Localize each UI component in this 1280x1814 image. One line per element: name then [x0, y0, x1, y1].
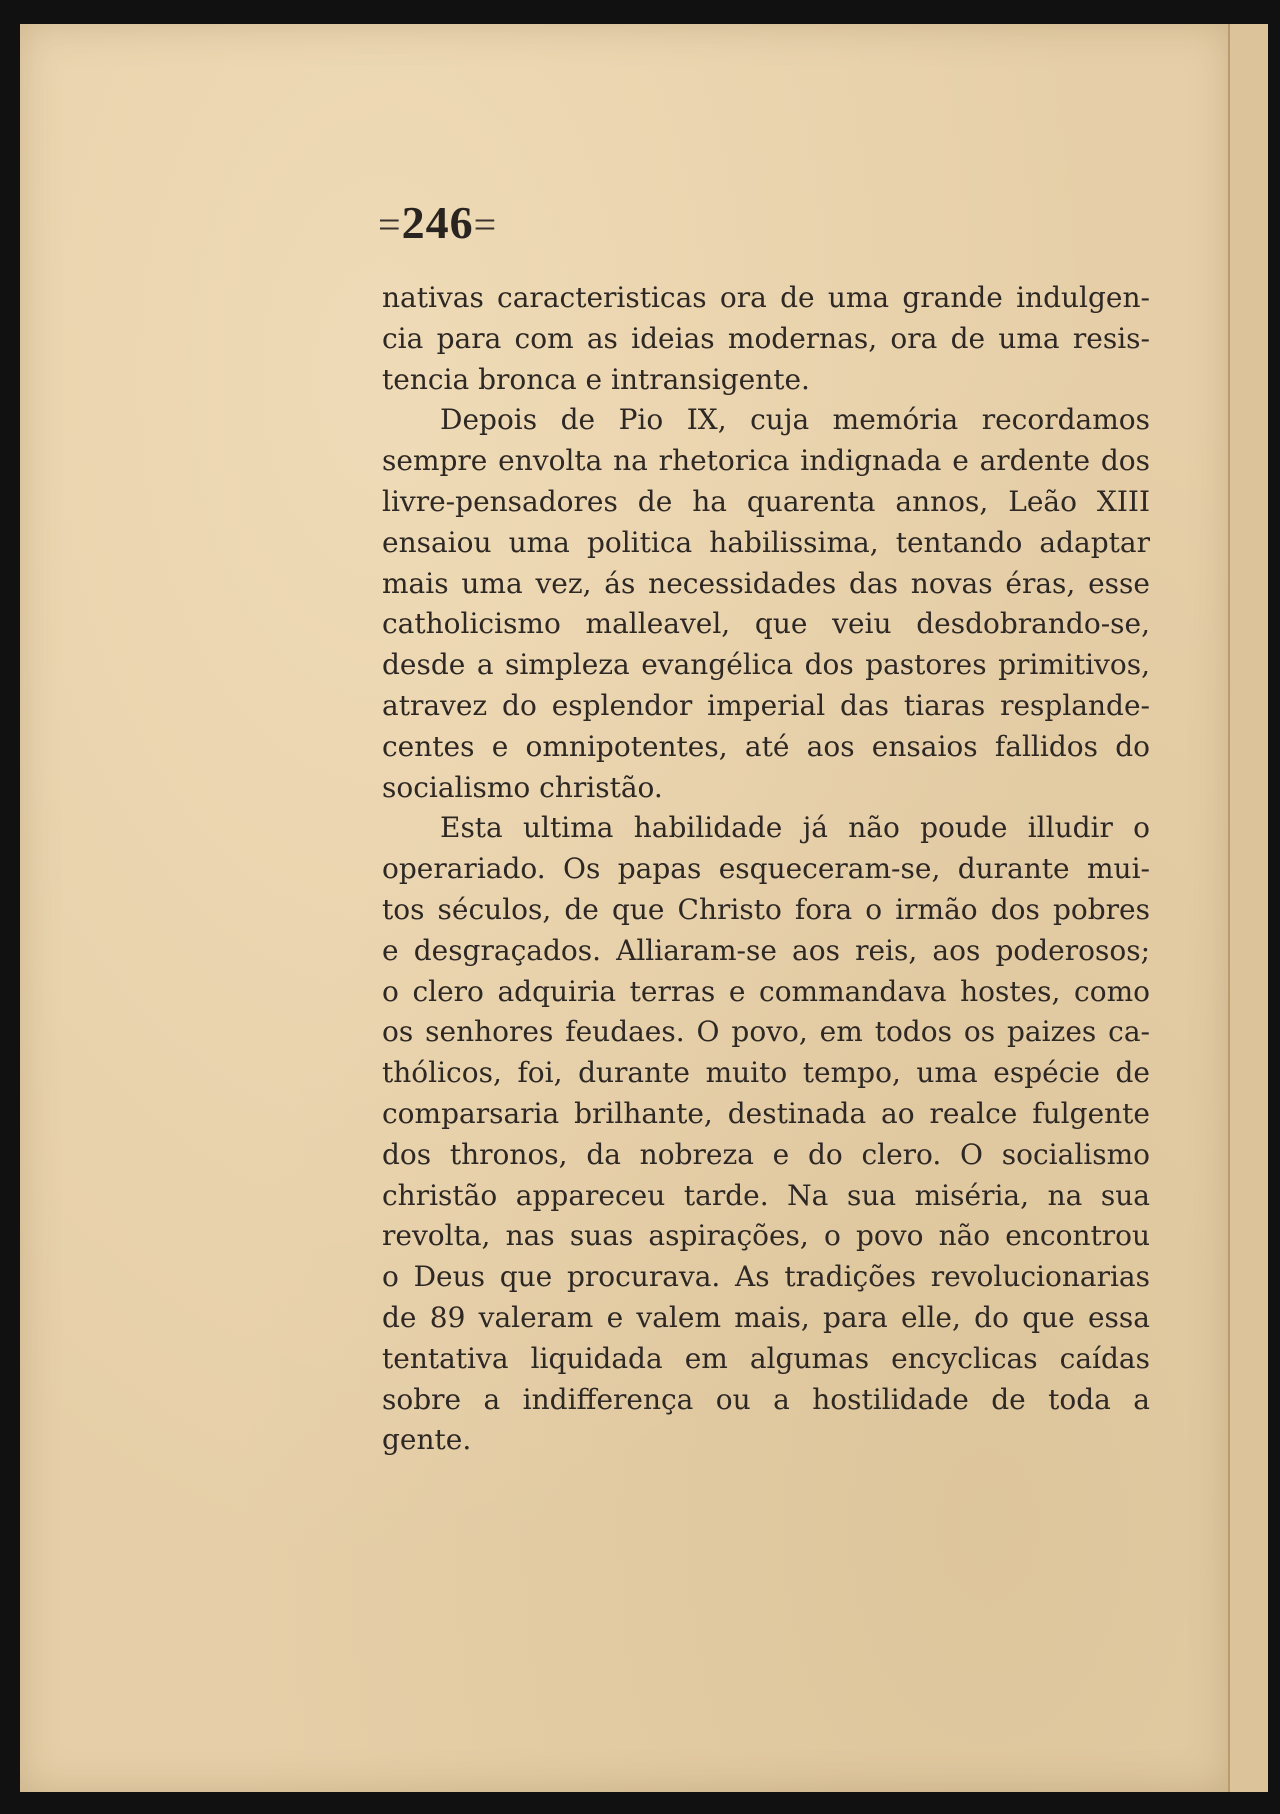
text-line: gente.	[382, 1423, 472, 1457]
text-line: thólicos, foi, durante muito tempo, uma espécie de	[382, 1056, 1150, 1090]
text-line: livre-pensadores de ha quarenta annos, Leão XIII	[382, 484, 1150, 518]
body-text	[382, 278, 1150, 1461]
text-line: tencia bronca e intransigente.	[382, 362, 810, 396]
text-line: Esta ultima habilidade já não poude illudir o	[440, 811, 1150, 845]
text-line: Depois de Pio IX, cuja memória recordamos	[440, 403, 1150, 437]
text-line: nativas caracteristicas ora de uma grande indulgen-	[382, 281, 1150, 314]
text-line: o clero adquiria terras e commandava hostes, como	[382, 974, 1150, 1008]
text-line: desde a simpleza evangélica dos pastores primitivos,	[382, 648, 1150, 682]
page-number-value: 246	[401, 197, 474, 248]
page-number-left-dash: =	[378, 202, 402, 247]
text-line: cia para com as ideias modernas, ora de uma resis-	[382, 321, 1150, 355]
adjacent-page-edge	[1228, 24, 1268, 1792]
book-page	[20, 24, 1230, 1792]
text-line: e desgraçados. Alliaram-se aos reis, aos poderosos;	[382, 933, 1150, 967]
text-line: o Deus que procurava. As tradições revolucionarias	[382, 1260, 1150, 1294]
text-line: os senhores feudaes. O povo, em todos os paizes ca-	[382, 1015, 1150, 1049]
text-line: comparsaria brilhante, destinada ao realce fulgente	[382, 1096, 1150, 1130]
text-line: mais uma vez, ás necessidades das novas éras, esse	[382, 566, 1150, 600]
page-number	[378, 196, 497, 249]
text-line: operariado. Os papas esqueceram-se, durante mui-	[382, 852, 1150, 886]
text-line: ensaiou uma politica habilissima, tentando adaptar	[382, 525, 1150, 559]
text-line: de 89 valeram e valem mais, para elle, do que essa	[382, 1300, 1150, 1334]
text-line: atravez do esplendor imperial das tiaras resplande-	[382, 688, 1150, 722]
text-line: revolta, nas suas aspirações, o povo não encontrou	[382, 1219, 1150, 1253]
text-line: sempre envolta na rhetorica indignada e ardente dos	[382, 444, 1150, 478]
text-line: sobre a indifferença ou a hostilidade de toda a	[382, 1382, 1150, 1416]
text-line: catholicismo malleavel, que veiu desdobrando-se,	[382, 607, 1150, 641]
text-line: centes e omnipotentes, até aos ensaios fallidos do	[382, 729, 1150, 763]
text-line: dos thronos, da nobreza e do clero. O socialismo	[382, 1137, 1150, 1171]
page-number-right-dash: =	[473, 202, 498, 247]
text-line: christão appareceu tarde. Na sua miséria, na sua	[382, 1178, 1150, 1212]
text-line: tentativa liquidada em algumas encyclicas caídas	[382, 1341, 1150, 1375]
text-line: tos séculos, de que Christo fora o irmão dos pobres	[382, 892, 1150, 926]
text-line: socialismo christão.	[382, 770, 663, 804]
